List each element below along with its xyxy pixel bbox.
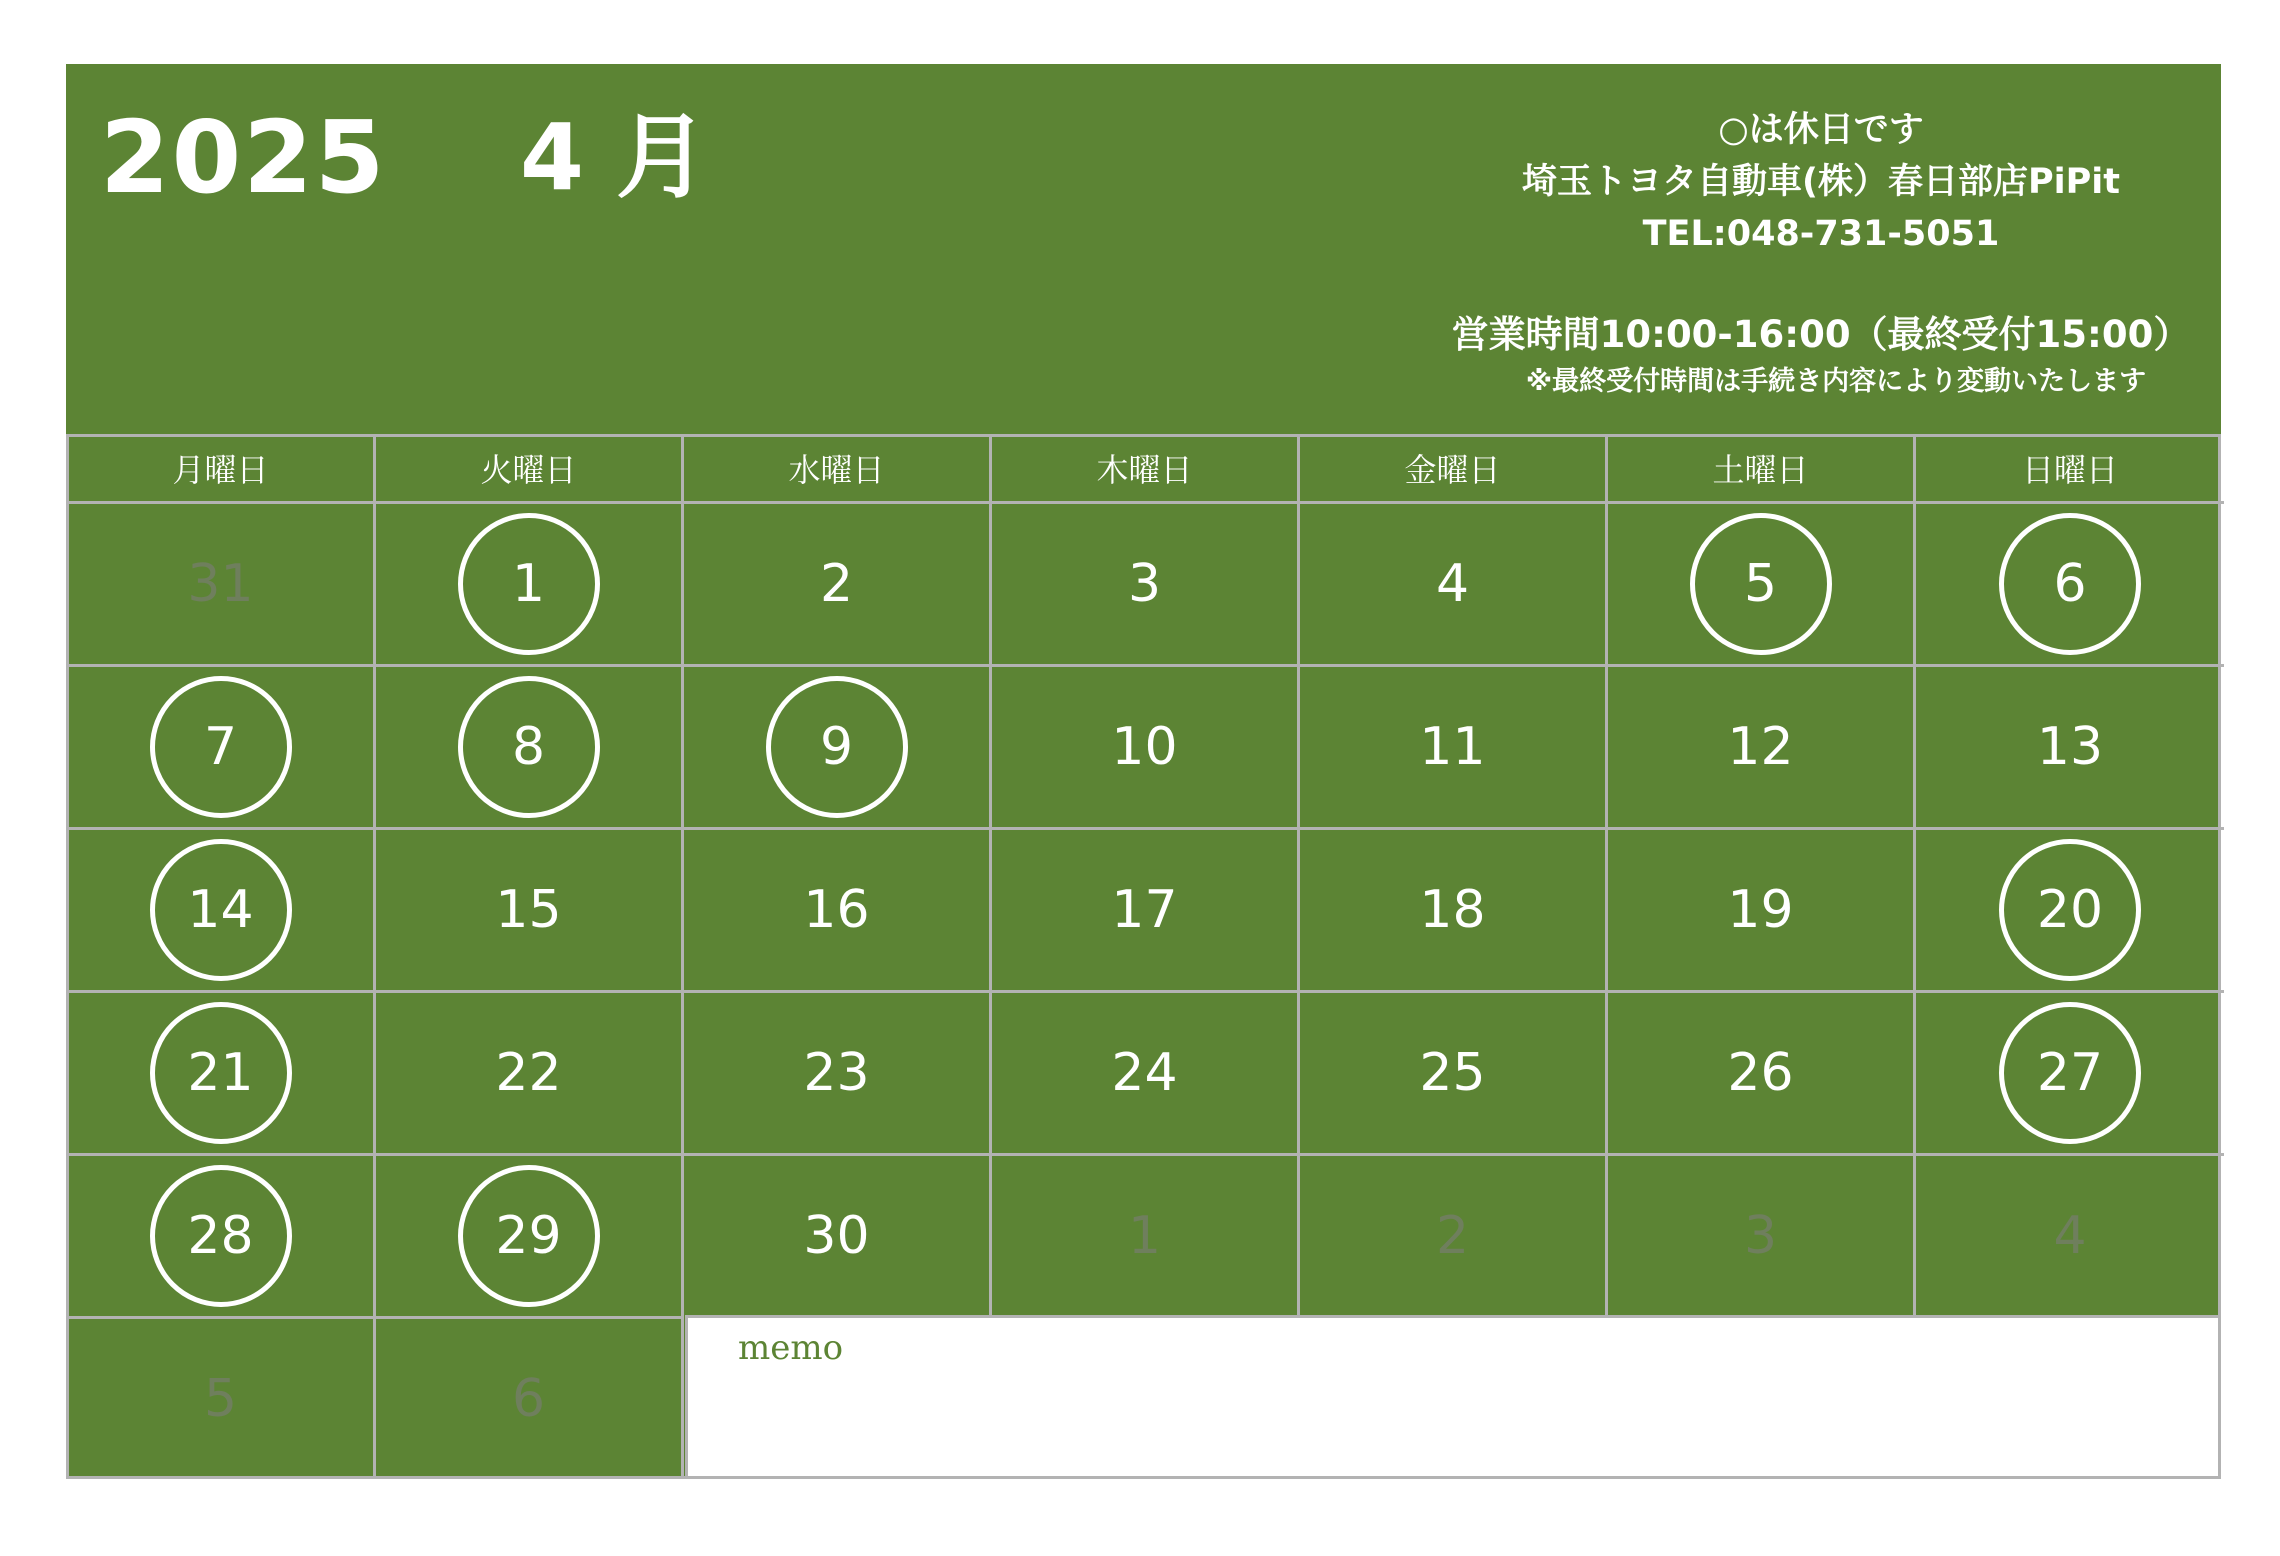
day-cell[interactable]: [376, 501, 684, 664]
day-number: 4: [1435, 554, 1470, 614]
day-cell[interactable]: [1916, 990, 2224, 1153]
day-cell[interactable]: [376, 990, 684, 1153]
day-number: 22: [495, 1043, 562, 1103]
day-number: 1: [511, 554, 546, 614]
weekday-label: 土曜日: [1608, 437, 1916, 501]
day-number: 26: [1727, 1043, 1794, 1103]
day-cell[interactable]: [992, 990, 1300, 1153]
day-cell[interactable]: [68, 664, 376, 827]
other-month-day-number: 31: [187, 554, 254, 614]
day-cell[interactable]: [68, 1316, 376, 1479]
day-number: 5: [1743, 554, 1778, 614]
other-month-day-number: 4: [2053, 1206, 2087, 1266]
day-cell[interactable]: [1916, 1153, 2224, 1316]
day-number: 17: [1111, 880, 1178, 940]
day-cell[interactable]: [68, 827, 376, 990]
day-cell[interactable]: [992, 827, 1300, 990]
day-cell[interactable]: [992, 1153, 1300, 1316]
day-number: 12: [1727, 717, 1794, 777]
memo-label: memo: [738, 1328, 844, 1368]
other-month-day-number: 2: [1435, 1206, 1470, 1266]
weekday-label: 木曜日: [992, 437, 1300, 501]
day-cell[interactable]: [992, 501, 1300, 664]
other-month-day-number: 6: [511, 1369, 546, 1429]
memo-area[interactable]: [685, 1315, 2218, 1476]
day-cell[interactable]: [1300, 664, 1608, 827]
day-cell[interactable]: [1608, 664, 1916, 827]
day-cell[interactable]: [68, 990, 376, 1153]
weekday-label: 火曜日: [376, 437, 684, 501]
holiday-legend: ○は休日です: [1718, 110, 1924, 150]
day-number: 29: [495, 1206, 562, 1266]
day-number: 20: [2036, 880, 2104, 940]
day-number: 2: [819, 554, 854, 614]
day-cell[interactable]: [1300, 827, 1608, 990]
day-cell[interactable]: [1300, 990, 1608, 1153]
weekday-label: 日曜日: [2021, 451, 2118, 489]
weekday-header-row: [69, 437, 2218, 501]
calendar-month: 4 月: [520, 104, 709, 211]
day-number: 16: [803, 880, 870, 940]
day-number: 14: [187, 880, 254, 940]
day-number: 7: [203, 717, 238, 777]
calendar-year: 2025: [100, 99, 387, 216]
day-cell[interactable]: [376, 664, 684, 827]
day-number: 28: [187, 1206, 254, 1266]
day-cell[interactable]: [684, 664, 992, 827]
day-cell[interactable]: [376, 1153, 684, 1316]
day-cell[interactable]: [1608, 501, 1916, 664]
business-hours: 営業時間10:00-16:00（最終受付15:00）: [1451, 313, 2191, 356]
day-cell[interactable]: [684, 990, 992, 1153]
day-number: 23: [803, 1043, 870, 1103]
day-cell[interactable]: [68, 1153, 376, 1316]
day-number: 19: [1727, 880, 1794, 940]
day-number: 30: [803, 1206, 870, 1266]
day-cell[interactable]: [376, 827, 684, 990]
day-cell[interactable]: [684, 1153, 992, 1316]
day-cell[interactable]: [684, 501, 992, 664]
other-month-day-number: 3: [1743, 1206, 1778, 1266]
day-cell[interactable]: [992, 664, 1300, 827]
day-number: 11: [1419, 717, 1486, 777]
day-cell[interactable]: [684, 827, 992, 990]
day-cell[interactable]: [68, 501, 376, 664]
day-cell[interactable]: [1608, 1153, 1916, 1316]
day-cell[interactable]: [1916, 827, 2224, 990]
store-name: 埼玉トヨタ自動車(株）春日部店PiPit: [1521, 162, 2121, 202]
other-month-day-number: 5: [203, 1369, 238, 1429]
day-number: 27: [2036, 1043, 2104, 1103]
day-number: 3: [1127, 554, 1162, 614]
calendar-header: [66, 64, 2221, 434]
day-number: 6: [2053, 554, 2087, 614]
day-cell[interactable]: [1608, 990, 1916, 1153]
calendar-grid: [66, 434, 2221, 1479]
day-number: 25: [1419, 1043, 1486, 1103]
store-info: [1306, 104, 2280, 402]
day-cell[interactable]: [1300, 1153, 1608, 1316]
day-cell[interactable]: [1608, 827, 1916, 990]
day-cell[interactable]: [1300, 501, 1608, 664]
day-number: 24: [1111, 1043, 1178, 1103]
day-cell[interactable]: [376, 1316, 684, 1479]
day-number: 10: [1111, 717, 1178, 777]
day-number: 8: [511, 717, 546, 777]
day-cell[interactable]: [1916, 664, 2224, 827]
other-month-day-number: 1: [1127, 1206, 1162, 1266]
weekday-label: 水曜日: [684, 437, 992, 501]
day-number: 15: [495, 880, 562, 940]
weekday-label: 金曜日: [1300, 437, 1608, 501]
day-number: 13: [2036, 717, 2104, 777]
day-number: 18: [1419, 880, 1486, 940]
day-number: 21: [187, 1043, 254, 1103]
day-number: 9: [819, 717, 854, 777]
day-cell[interactable]: [1916, 501, 2224, 664]
weekday-label: 月曜日: [68, 437, 376, 501]
business-hours-note: ※最終受付時間は手続き内容により変動いたします: [1525, 366, 2147, 397]
store-phone: TEL:048-731-5051: [1642, 214, 2000, 254]
